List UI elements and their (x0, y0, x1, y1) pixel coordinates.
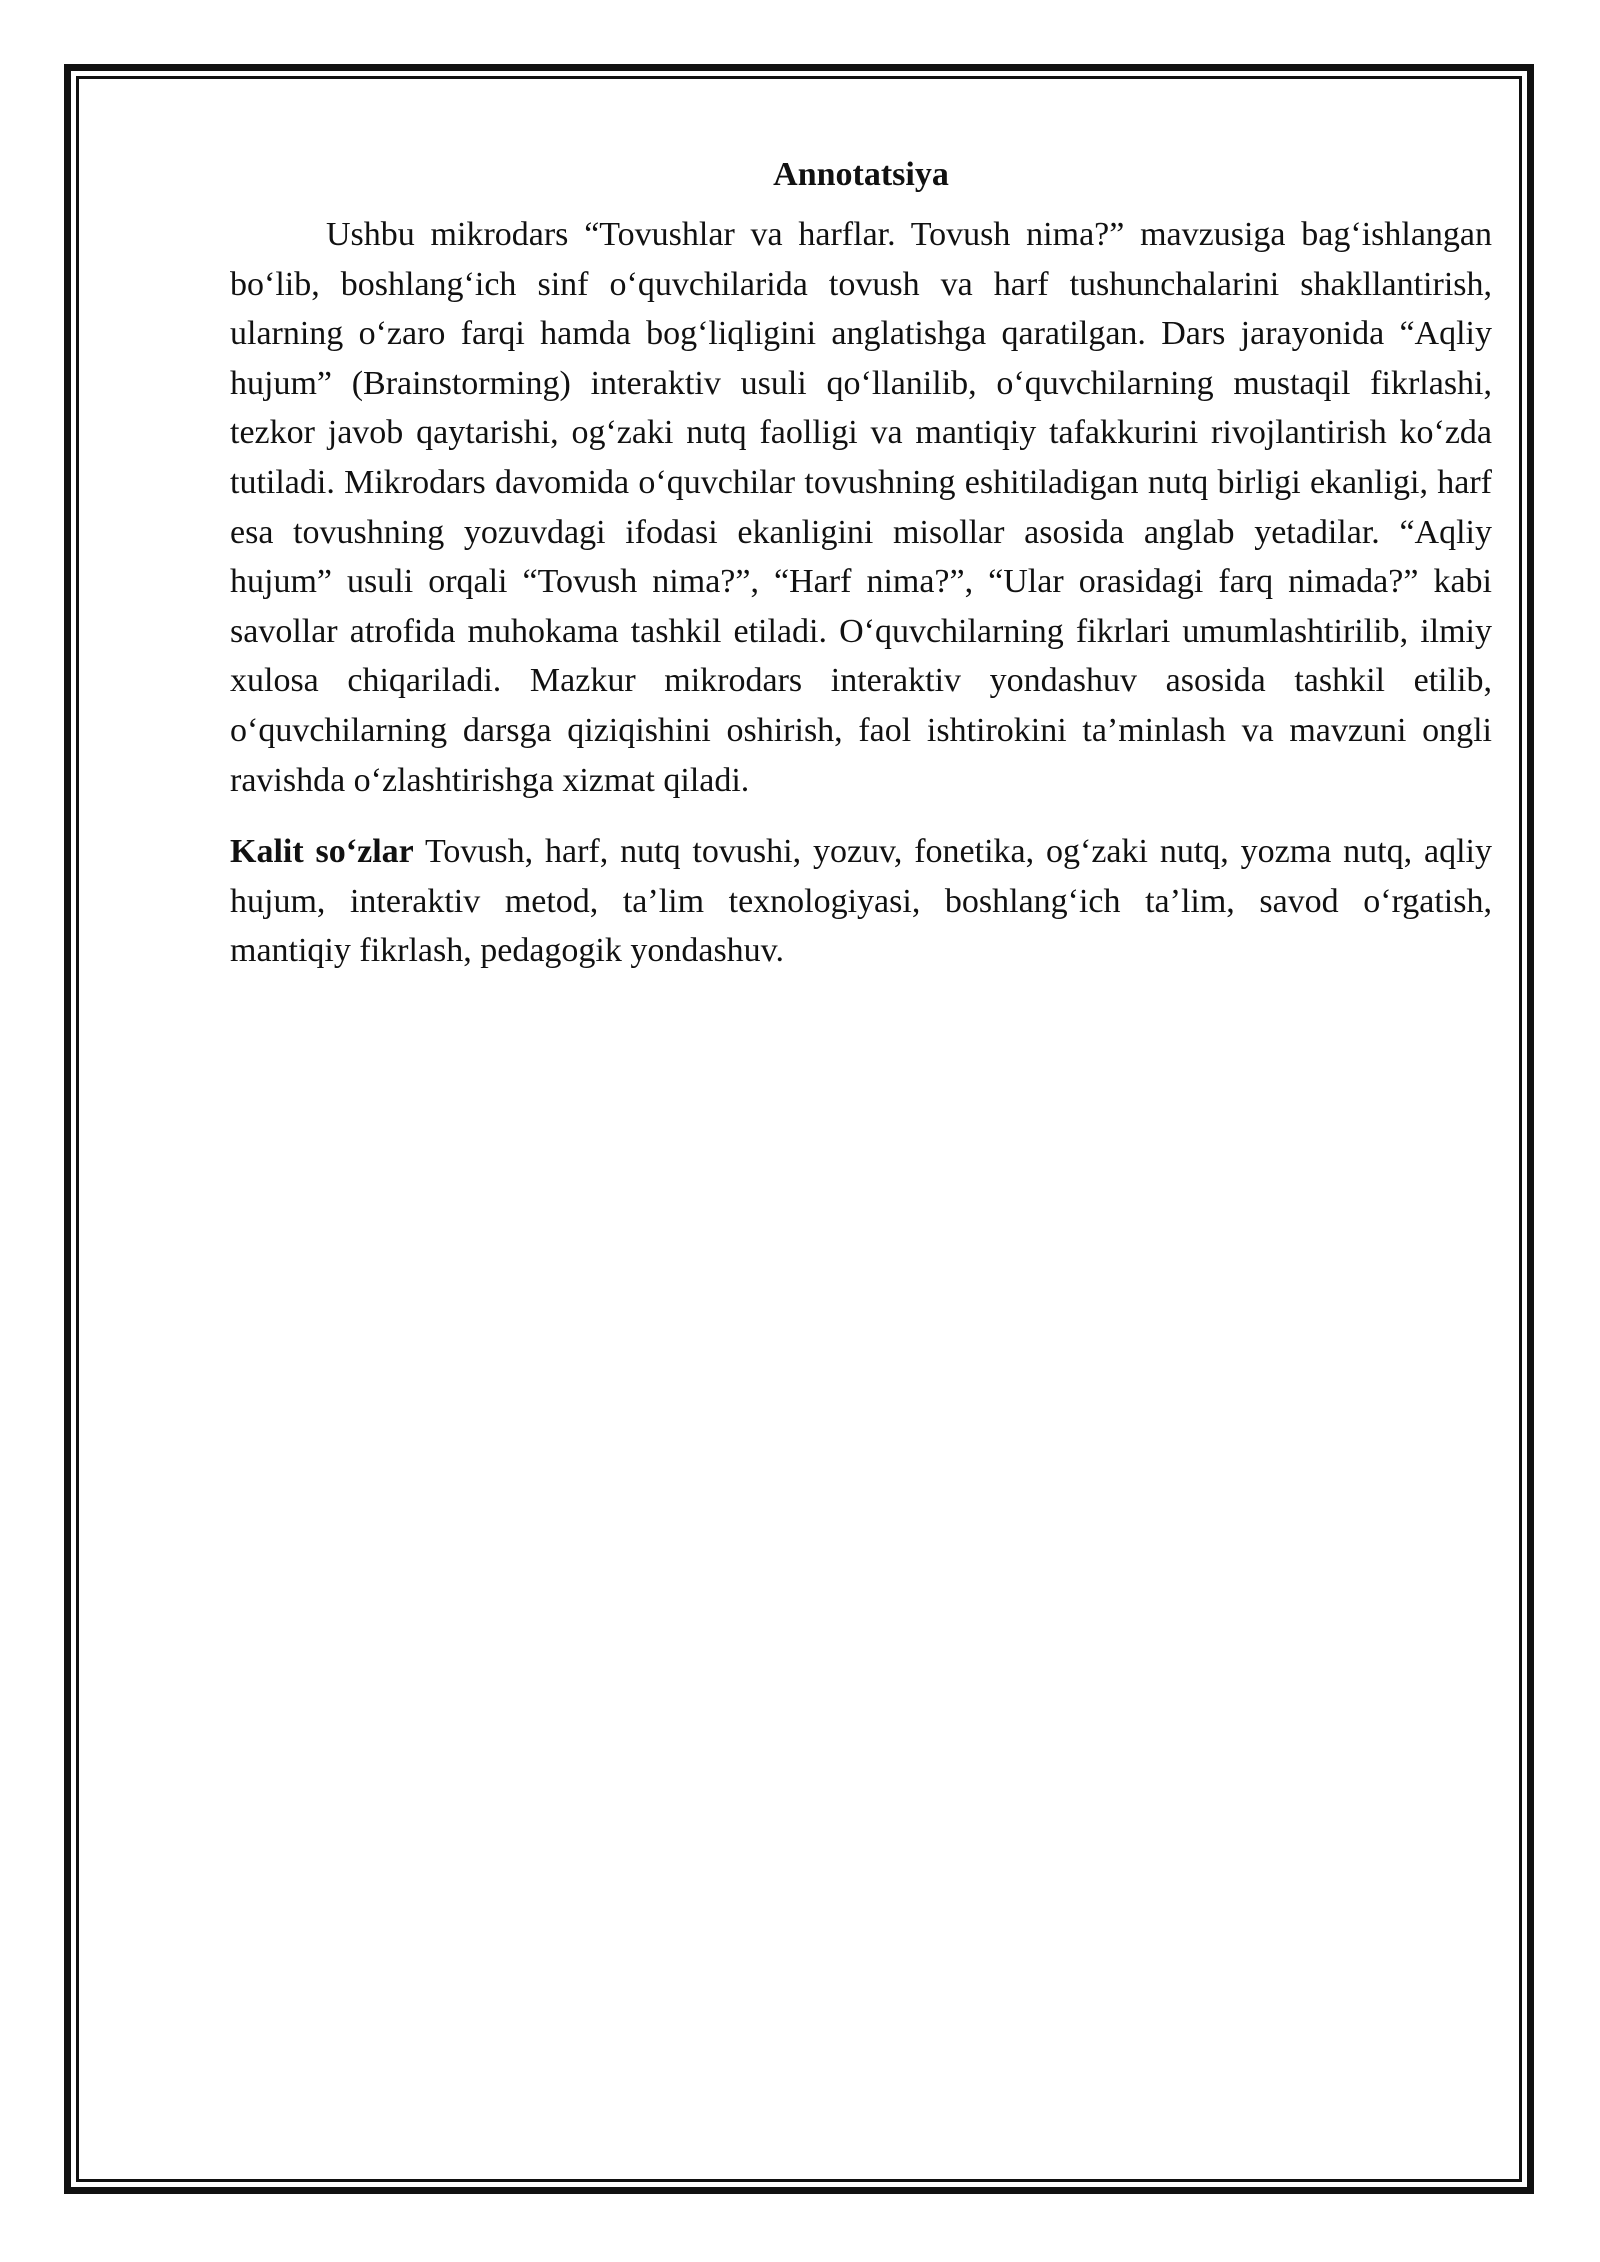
keywords-label: Kalit so‘zlar (230, 833, 414, 871)
page-content (230, 150, 1492, 976)
keywords-paragraph (230, 827, 1492, 976)
document-title: Annotatsiya (773, 156, 949, 193)
keywords-text: Tovush, harf, nutq tovushi, yozuv, fonetika, og‘zaki nutq, yozma nutq, aqliy hujum, interaktiv metod, ta’lim texnologiyasi, boshlang‘ich ta’lim, savod o‘rgatish, mantiqiy fikrlash, pedagogik yondashuv. (230, 833, 1492, 970)
abstract-paragraph: Ushbu mikrodars “Tovushlar va harflar. Tovush nima?” mavzusiga bag‘ishlangan bo‘lib, boshlang‘ich sinf o‘quvchilarida tovush va harf tushunchalarini shakllantirish, ularning o‘zaro farqi hamda bog‘liqligini anglatishga qaratilgan. Dars jarayonida “Aqliy hujum” (Brainstorming) interaktiv usuli qo‘llanilib, o‘quvchilarning mustaqil fikrlashi, tezkor javob qaytarishi, og‘zaki nutq faolligi va mantiqiy tafakkurini rivojlantirish ko‘zda tutiladi. Mikrodars davomida o‘quvchilar tovushning eshitiladigan nutq birligi ekanligi, harf esa tovushning yozuvdagi ifodasi ekanligini misollar asosida anglab yetadilar. “Aqliy hujum” usuli orqali “Tovush nima?”, “Harf nima?”, “Ular orasidagi farq nimada?” kabi savollar atrofida muhokama tashkil etiladi. O‘quvchilarning fikrlari umumlashtirilib, ilmiy xulosa chiqariladi. Mazkur mikrodars interaktiv yondashuv asosida tashkil etilib, o‘quvchilarning darsga qiziqishini oshirish, faol ishtirokini ta’minlash va mavzuni ongli ravishda o‘zlashtirishga xizmat qiladi. (230, 216, 1492, 799)
